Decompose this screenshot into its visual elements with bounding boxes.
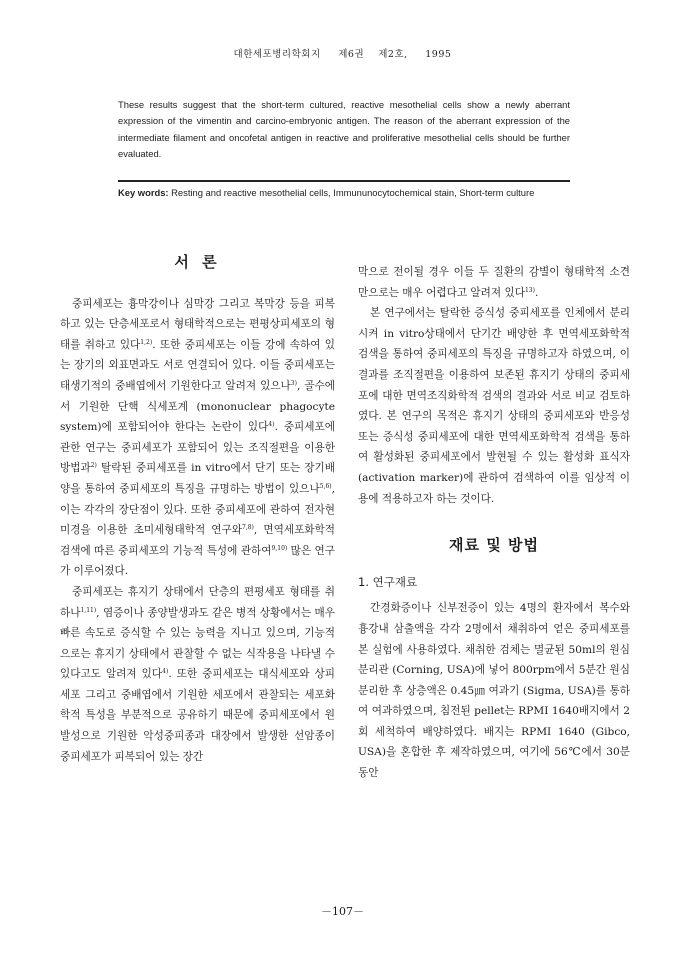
methods-subheading-materials: 1. 연구재료 (358, 574, 418, 589)
year: 1995 (425, 49, 452, 60)
keywords-label: Key words: (118, 187, 169, 198)
intro-heading: 서 론 (174, 253, 221, 271)
methods-paragraph-1: 간경화증이나 신부전증이 있는 4명의 환자에서 복수와 흉강내 삼출액을 각각 2명에서 채취하여 얻은 중피세포를 본 실험에 사용하였다. 채취한 검체는 멸균된 50ml의 원심분리관 (Corning, USA)에 넣어 800rpm에서 5분간 원심분리한 후 상층액은 0.45㎛ 여과기 (Sigma, USA)를 통하여 여과하였으며, 침전된 pellet는 RPMI 1640배지에서 2회 세척하여 배양하였다. 배지는 RPMI 1640 (Gibco, USA)을 혼합한 후 제작하였으며, 여기에 56℃에서 30분동안 (358, 602, 630, 780)
issue: 제2호, (378, 49, 408, 60)
intro-paragraph-4: 본 연구에서는 탈락한 증식성 중피세포를 인체에서 분리시켜 in vitro상태에서 단기간 배양한 후 면역세포화학적 검색을 통하여 중피세포의 특징을 규명하고자 하였으며, 이 결과를 조직절편을 이용하여 보존된 휴지기 상태의 중피세포에 대한 면역조직화학적 검색의 결과와 서로 비교 검토하였다. 본 연구의 목적은 휴지기 상태의 중피세포와 반응성 또는 증식성 중피세포에 대한 면역세포화학적 검색을 통하여 활성화된 중피세포에서 발현될 수 있는 활성화 표식자(activation marker)에 관하여 검색하여 이를 임상적 이용에 적용하고자 하는 것이다. (358, 307, 630, 505)
keywords-divider (118, 180, 570, 182)
left-column (60, 252, 335, 767)
page-number: －107－ (321, 905, 364, 918)
intro-paragraph-1: 중피세포는 흉막강이나 심막강 그리고 복막강 등을 피복하고 있는 단층세포로서 형태학적으로는 편평상피세포의 형태를 취하고 있다$^{1,2)}$. 또한 중피세포는 이들 강에 속하여 있는 장기의 외표면과도 서로 연결되어 있다. 이들 중피세포는 태생기적의 중배엽에서 기원한다고 알려져 있으나$^{3)}$, 골수에서 기원한 단핵 식세포계 (mononuclear phagocyte system)에 포함되어야 한다는 논란이 있다$^{4)}$. 중피세포에 관한 연구는 중피세포가 포함되어 있는 조직절편을 이용한 방법과$^{2)}$ 탈락된 중피세포를 in vitro에서 단기 또는 장기배양을 통하여 중피세포의 특징을 규명하는 방법이 있으나$^{5,6)}$, 이는 각각의 장단점이 있다. 또한 중피세포에 관하여 전자현미경을 이용한 초미세형태학적 연구와$^{7,8)}$, 면역세포화학적 검색에 따른 중피세포의 기능적 특성에 관하여$^{9,10)}$ 많은 연구가 이루어졌다. (60, 297, 336, 578)
methods-heading: 재료 및 방법 (449, 536, 539, 555)
keywords-text: Resting and reactive mesothelial cells, Immununocytochemical stain, Short-term culture (171, 187, 535, 198)
volume: 제6권 (338, 49, 365, 60)
keywords-block (118, 185, 570, 201)
intro-paragraph-2: 중피세포는 휴지기 상태에서 단층의 편평세포 형태를 취하나$^{1,11)}$, 염증이나 종양발생과도 같은 병적 상황에서는 매우 빠른 속도로 증식할 수 있는 능력을 지니고 있으며, 기능적으로는 휴지기 상태에서 관찰할 수 없는 식작용을 나타낼 수 있다고도 알려져 있다$^{4)}$. 또한 중피세포는 대식세포와 상피세포 그리고 중배엽에서 기원한 세포에서 관찰되는 세포화학적 특성을 부분적으로 공유하기 때문에 중피세포에서 원발성으로 기원한 악성중피종과 대장에서 발생한 선암종이 중피세포가 피복되어 있는 장간 (60, 585, 336, 763)
running-header (0, 46, 685, 60)
right-column (358, 262, 630, 784)
journal-name: 대한세포병리학회지 (233, 49, 321, 60)
intro-paragraph-3: 막으로 전이될 경우 이들 두 질환의 감별이 형태학적 소견만으로는 매우 어렵다고 알려져 있다$^{13)}$. (358, 266, 630, 299)
abstract-tail: These results suggest that the short-term cultured, reactive mesothelial cells show a newly aberrant expression of the vimentin and carcino-embryonic antigen. The reason of the aberrant expression of the intermediate filament and oncofetal antigen in reactive and proliferative mesothelial cells should be further evaluated. (118, 99, 570, 159)
